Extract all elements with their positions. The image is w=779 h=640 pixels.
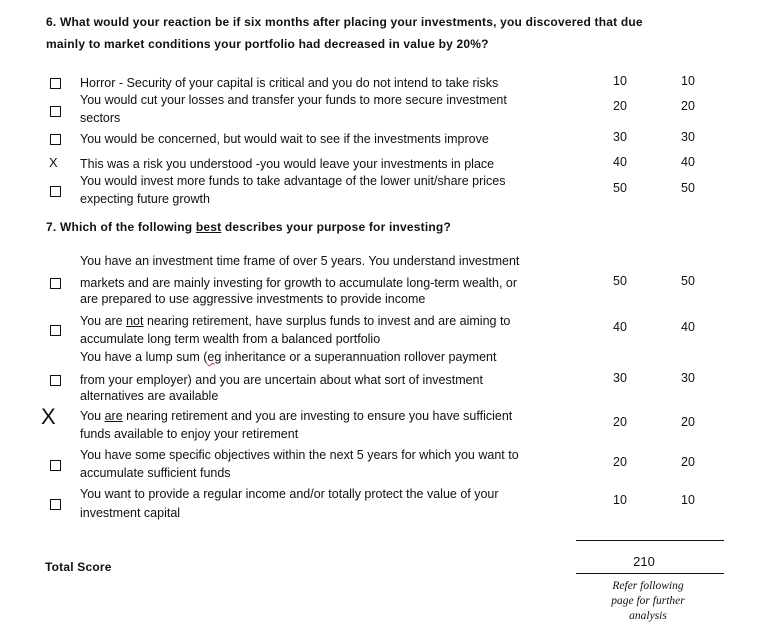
q7-option-2-score: 40: [613, 320, 627, 334]
q6-option-3-score: 30: [613, 130, 627, 144]
question-7-heading: 7. Which of the following best describes your purpose for investing?: [46, 220, 451, 234]
q7-option-3-score: 30: [613, 371, 627, 385]
q6-option-1-checkbox[interactable]: [50, 78, 61, 89]
q7-option-2-text-2: accumulate long term wealth from a balanced portfolio: [80, 332, 381, 346]
question-6-heading: 6. What would your reaction be if six months after placing your investments, you discovered that due: [46, 15, 643, 29]
q7-option-6-text: You want to provide a regular income and/or totally protect the value of your: [80, 487, 499, 501]
q7-option-6-score: 10: [613, 493, 627, 507]
q6-option-5-checkbox[interactable]: [50, 186, 61, 197]
q7-option-5-score: 20: [613, 455, 627, 469]
note-line-3: analysis: [629, 610, 667, 622]
q7-option-3-text: You have a lump sum (eg inheritance or a superannuation rollover payment: [80, 350, 497, 364]
total-bottom-rule: [576, 573, 724, 574]
note-line-1: Refer following: [612, 580, 684, 592]
q6-option-3-text: You would be concerned, but would wait to see if the investments improve: [80, 132, 489, 146]
q6-option-2-score: 20: [613, 99, 627, 113]
q6-option-3-checkbox[interactable]: [50, 134, 61, 145]
q7-option-1-checkbox[interactable]: [50, 278, 61, 289]
q6-option-1-text: Horror - Security of your capital is critical and you do not intend to take risks: [80, 76, 499, 90]
q7-option-3-text-3: alternatives are available: [80, 389, 219, 403]
q7-option-6-checkbox[interactable]: [50, 499, 61, 510]
q6-option-4-selected-mark[interactable]: X: [49, 155, 58, 170]
q6-option-5-text: You would invest more funds to take advantage of the lower unit/share prices: [80, 174, 506, 188]
q7-option-1-text: You have an investment time frame of over 5 years. You understand investment: [80, 254, 520, 268]
note-line-2: page for further: [611, 595, 685, 607]
q6-option-2-text: You would cut your losses and transfer your funds to more secure investment: [80, 93, 507, 107]
q7-option-4-text: You are nearing retirement and you are investing to ensure you have sufficient: [80, 409, 513, 423]
q6-option-4-text: This was a risk you understood -you would leave your investments in place: [80, 157, 495, 171]
q6-option-5-score-final: 50: [681, 181, 695, 195]
q7-option-5-text-2: accumulate sufficient funds: [80, 466, 231, 480]
q6-option-4-score: 40: [613, 155, 627, 169]
q7-option-4-score-final: 20: [681, 415, 695, 429]
q7-option-4-text-2: funds available to enjoy your retirement: [80, 427, 299, 441]
q7-option-1-text-2: markets and are mainly investing for growth to accumulate long-term wealth, or: [80, 276, 517, 290]
total-score-label: Total Score: [45, 560, 112, 574]
q7-option-1-text-3: are prepared to use aggressive investments to provide income: [80, 292, 426, 306]
q7-option-2-checkbox[interactable]: [50, 325, 61, 336]
q6-option-5-text-cont: expecting future growth: [80, 192, 210, 206]
q7-option-6-text-2: investment capital: [80, 506, 181, 520]
question-6-heading-cont: mainly to market conditions your portfolio had decreased in value by 20%?: [46, 37, 489, 51]
q6-option-3-score-final: 30: [681, 130, 695, 144]
q6-option-5-score: 50: [613, 181, 627, 195]
q6-option-4-score-final: 40: [681, 155, 695, 169]
total-score-value: 210: [633, 554, 655, 569]
q7-option-3-score-final: 30: [681, 371, 695, 385]
q6-option-1-score-final: 10: [681, 74, 695, 88]
q7-option-5-text: You have some specific objectives within the next 5 years for which you want to: [80, 448, 519, 462]
q7-option-5-score-final: 20: [681, 455, 695, 469]
q7-option-4-score: 20: [613, 415, 627, 429]
q7-option-6-score-final: 10: [681, 493, 695, 507]
refer-following-note: [593, 579, 703, 624]
q7-option-2-score-final: 40: [681, 320, 695, 334]
q6-option-1-score: 10: [613, 74, 627, 88]
q7-option-1-score-final: 50: [681, 274, 695, 288]
q7-option-2-text: You are not nearing retirement, have surplus funds to invest and are aiming to: [80, 314, 511, 328]
q7-option-1-score: 50: [613, 274, 627, 288]
q6-option-2-checkbox[interactable]: [50, 106, 61, 117]
q6-option-2-text-cont: sectors: [80, 111, 121, 125]
q7-option-5-checkbox[interactable]: [50, 460, 61, 471]
q6-option-2-score-final: 20: [681, 99, 695, 113]
total-top-rule: [576, 540, 724, 541]
q7-option-4-selected-mark[interactable]: X: [41, 404, 56, 429]
q7-option-3-checkbox[interactable]: [50, 375, 61, 386]
q7-option-3-text-2: from your employer) and you are uncertain about what sort of investment: [80, 373, 483, 387]
